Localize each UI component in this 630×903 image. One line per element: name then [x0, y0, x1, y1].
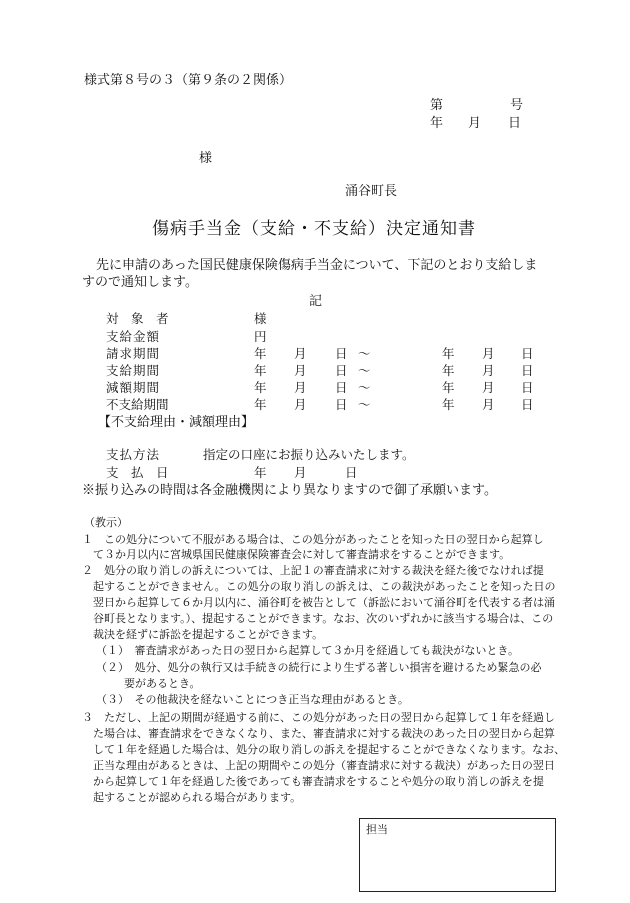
- label-payment-date: 支 払 日: [106, 465, 169, 480]
- ki-heading: 記: [309, 294, 323, 309]
- label-shikyu-gaku: 支給金額: [106, 329, 161, 344]
- unit-nen: 年: [442, 363, 455, 378]
- unit-nen: 年: [442, 346, 455, 361]
- unit-kara: ～: [358, 397, 371, 412]
- kyoji-item1-line: て３か月以内に宮城県国民健康保険審査会に対して審査請求をすることができます。: [82, 548, 511, 561]
- sender-name: 涌谷町長: [345, 184, 398, 199]
- unit-nen: 年: [254, 465, 267, 480]
- unit-tsuki: 月: [294, 397, 307, 412]
- kyoji-item2-line: 裁決を経ずに訴訟を提起することができます。: [82, 628, 324, 641]
- unit-tsuki: 月: [294, 363, 307, 378]
- row-taishosha: [0, 310, 630, 327]
- label-shikyu-kikan: 支給期間: [106, 363, 161, 378]
- kyoji-item3-line: 起することが認められる場合があります。: [82, 791, 302, 804]
- unit-kara: ～: [358, 363, 371, 378]
- row-shikyu-gaku: [0, 328, 630, 345]
- tanto-label: 担当: [366, 823, 388, 836]
- label-taishosha: 対 象 者: [106, 311, 169, 326]
- unit-nen: 年: [254, 363, 267, 378]
- kyoji-sub1: （１） 審査請求があった日の翌日から起算して３か月を経過しても裁決がないとき。: [96, 644, 519, 657]
- row-payment-date: [0, 464, 630, 481]
- unit-nen: 年: [442, 397, 455, 412]
- date-nen: 年: [430, 116, 444, 131]
- unit-hi: 日: [335, 346, 348, 361]
- value-shikyu-gaku: 円: [254, 329, 267, 344]
- unit-nen: 年: [254, 380, 267, 395]
- kyoji-item2-line: 起することができません。この処分の取り消しの訴えは、この裁決があったことを知った日の: [82, 580, 556, 593]
- unit-hi: 日: [521, 380, 534, 395]
- doc-number-dai: 第: [430, 98, 444, 113]
- unit-hi: 日: [521, 363, 534, 378]
- intro-line-1: 先に申請のあった国民健康保険傷病手当金について、下記のとおり支給しま: [96, 258, 538, 273]
- unit-tsuki: 月: [482, 363, 495, 378]
- row-payment-method: [0, 446, 630, 463]
- date-hi: 日: [508, 116, 522, 131]
- unit-nen: 年: [254, 397, 267, 412]
- kyoji-item2-line: 翌日から起算して６か月以内に、涌谷町を被告として（訴訟において涌谷町を代表する者は涌: [82, 596, 555, 609]
- row-period: [0, 345, 630, 362]
- row-period: [0, 362, 630, 379]
- unit-hi: 日: [521, 397, 534, 412]
- kyoji-item2-line: 谷町長となります。）、提起することができます。なお、次のいずれかに該当する場合は、この: [82, 612, 554, 625]
- unit-hi: 日: [335, 397, 348, 412]
- row-period: [0, 396, 630, 413]
- unit-tsuki: 月: [482, 380, 495, 395]
- value-payment-method: 指定の口座にお振り込みいたします。: [203, 447, 415, 462]
- kyoji-item3-line: ３ ただし、上記の期間が経過する前に、この処分があった日の翌日から起算して１年を経過し: [82, 711, 555, 724]
- doc-number-gou: 号: [510, 98, 524, 113]
- label-gengaku-kikan: 減額期間: [106, 380, 161, 395]
- unit-kara: ～: [358, 346, 371, 361]
- kyoji-sub2-line: 要があるとき。: [124, 677, 201, 690]
- kyoji-item3-line: た場合は、審査請求をできなくなり、また、審査請求に対する裁決のあった日の翌日から起算: [82, 727, 555, 740]
- transfer-notice: ※振り込みの時間は各金融機関により異なりますので御了承願います。: [82, 483, 497, 498]
- value-taishosha: 様: [254, 311, 267, 326]
- kyoji-sub2-line: （２） 処分、処分の執行又は手続きの続行により生ずる著しい損害を避けるため緊急の必: [96, 661, 542, 674]
- unit-tsuki: 月: [294, 380, 307, 395]
- document-title: 傷病手当金（支給・不支給）決定通知書: [152, 219, 476, 239]
- kyoji-item3-line: 正当な理由があるときは、上記の期間やこの処分（審査請求に対する裁決）があった日の翌日: [82, 759, 555, 772]
- unit-tsuki: 月: [482, 397, 495, 412]
- unit-hi: 日: [521, 346, 534, 361]
- unit-tsuki: 月: [482, 346, 495, 361]
- form-number: 様式第８号の３（第９条の２関係）: [84, 73, 293, 88]
- label-seikyu-kikan: 請求期間: [106, 346, 161, 361]
- unit-hi: 日: [345, 465, 358, 480]
- unit-tsuki: 月: [294, 465, 307, 480]
- kyoji-sub3: （３） その他裁決を経ないことにつき正当な理由があるとき。: [96, 693, 409, 706]
- date-tsuki: 月: [468, 116, 482, 131]
- kyoji-item3-line: から起算して１年を経過した後であっても審査請求をすることや処分の取り消しの訴えを提: [82, 775, 544, 788]
- tanto-box: [359, 818, 556, 892]
- unit-nen: 年: [442, 380, 455, 395]
- row-period: [0, 379, 630, 396]
- kyoji-item2-line: ２ 処分の取り消しの訴えについては、上記１の審査請求に対する裁決を経た後でなければ提: [82, 564, 544, 577]
- intro-line-2: すので通知します。: [82, 275, 198, 290]
- addressee-sama: 様: [199, 151, 213, 166]
- unit-kara: ～: [358, 380, 371, 395]
- unit-hi: 日: [335, 380, 348, 395]
- unit-nen: 年: [254, 346, 267, 361]
- kyoji-item1-line: １ この処分について不服がある場合は、この処分があったことを知った日の翌日から起算し: [82, 533, 544, 546]
- label-payment-method: 支払方法: [106, 447, 161, 462]
- kyoji-item3-line: して１年を経過した場合は、処分の取り消しの訴えを提起することができなくなります。なお、: [82, 743, 566, 756]
- unit-hi: 日: [335, 363, 348, 378]
- label-fushikyu-kikan: 不支給期間: [106, 397, 169, 412]
- kyoji-heading: （教示）: [84, 516, 128, 529]
- reason-heading: 【不支給理由・減額理由】: [98, 415, 255, 430]
- unit-tsuki: 月: [294, 346, 307, 361]
